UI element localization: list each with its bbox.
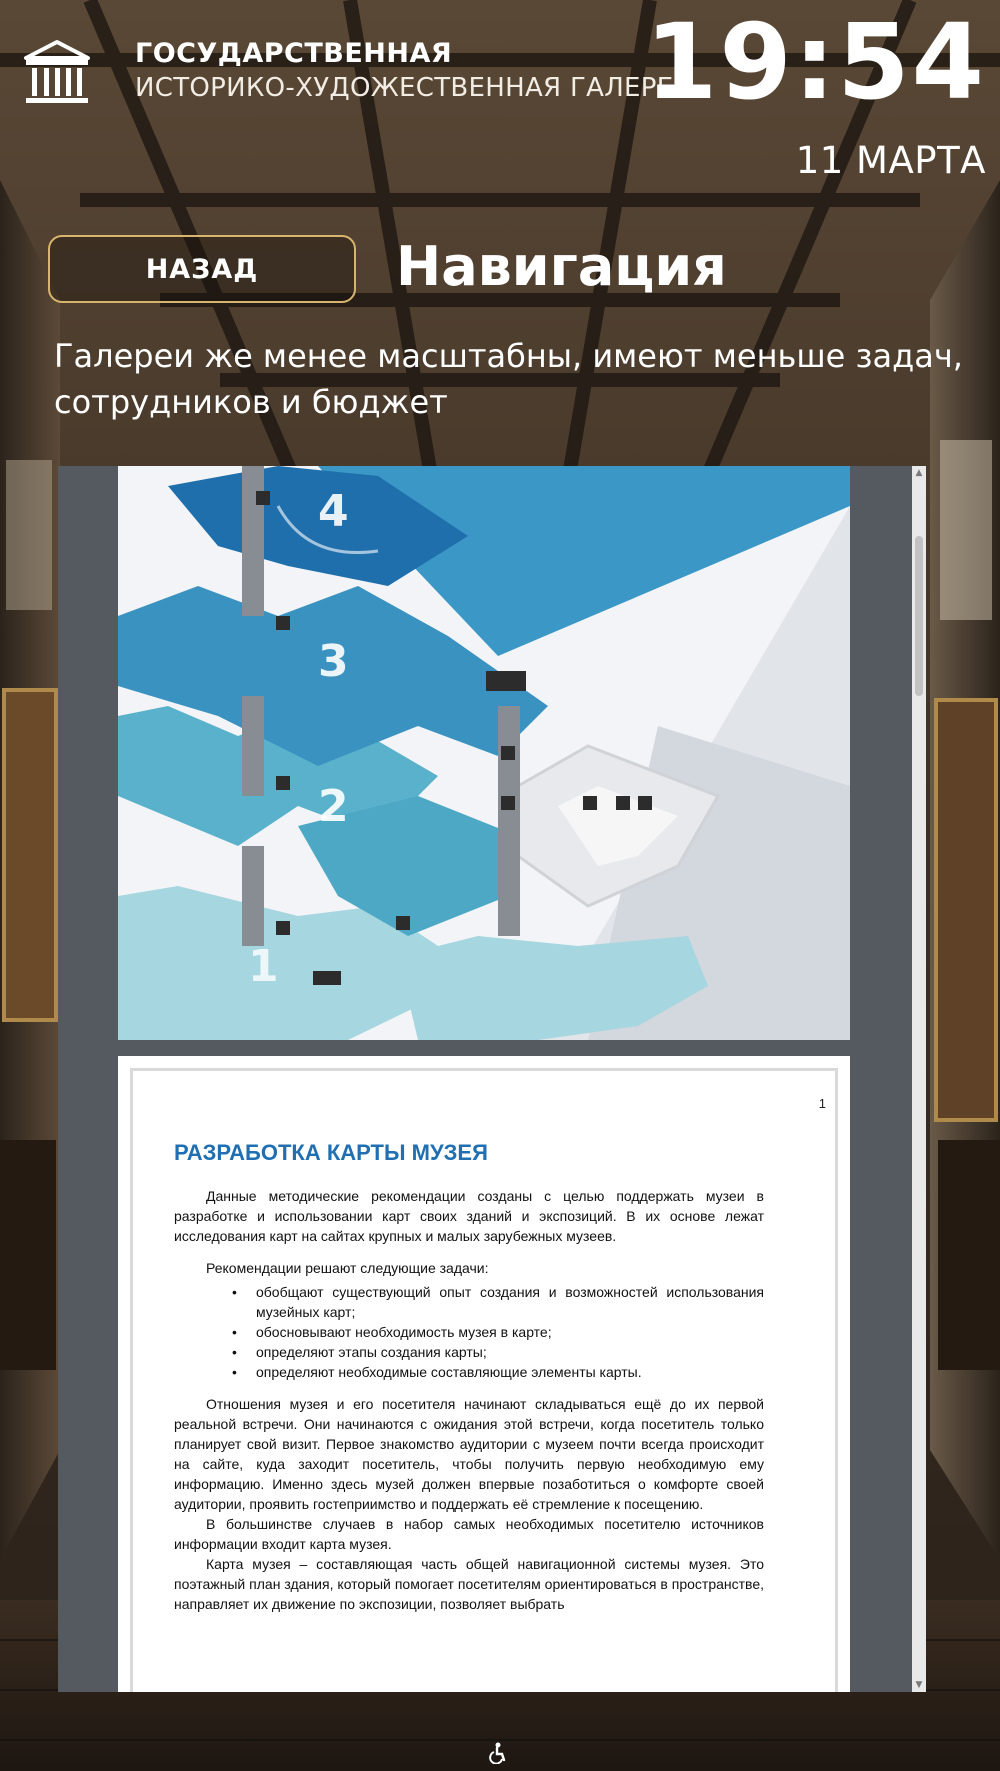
viewer-scrollbar[interactable]: [912, 466, 926, 1692]
document-heading: РАЗРАБОТКА КАРТЫ МУЗЕЯ: [174, 1140, 488, 1165]
document-page-text: [118, 1056, 850, 1692]
svg-text:2: 2: [318, 781, 349, 832]
svg-text:4: 4: [318, 486, 349, 537]
scroll-up-arrow-icon[interactable]: ▲: [915, 468, 923, 478]
wheelchair-icon[interactable]: [488, 1742, 508, 1764]
clock: 19:54: [644, 1, 986, 123]
page-title: Навигация: [396, 235, 727, 298]
list-item: • определяют этапы создания карты;: [256, 1342, 764, 1362]
page-number: 1: [818, 1096, 826, 1111]
tasks-intro: Рекомендации решают следующие задачи:: [206, 1260, 489, 1276]
museum-building-icon: [22, 38, 92, 108]
header: [0, 0, 1000, 200]
svg-text:1: 1: [248, 941, 279, 992]
scroll-down-arrow-icon[interactable]: ▼: [915, 1680, 923, 1690]
date: 11 МАРТА: [795, 139, 986, 182]
tasks-list: [174, 1282, 764, 1382]
page-subtitle: Галереи же менее масштабны, имеют меньше задач, сотрудников и бюджет: [54, 337, 963, 421]
list-item: • обосновывают необходимость музея в карте;: [256, 1322, 764, 1342]
floor-plan-illustration: [118, 466, 850, 1040]
document-body: [174, 1186, 764, 1614]
brand-name-line2: ИСТОРИКО-ХУДОЖЕСТВЕННАЯ ГАЛЕРЕЯ: [135, 73, 692, 103]
svg-text:3: 3: [318, 636, 349, 687]
document-viewer[interactable]: [58, 466, 926, 1692]
back-button[interactable]: НАЗАД: [48, 235, 356, 303]
paragraph: Отношения музея и его посетителя начинают складываться ещё до их первой реальной встречи. Они начинаются с ожидания этой встречи, когда посетитель только планирует свой визит. Первое знакомство аудитории с музеем почти всегда происходит на сайте, куда заходит посетитель, чтобы получить первую необходимую ему информацию. Именно здесь музей должен впервые позаботиться о комфорте своей аудитории, проявить гостеприимство и поддержать её стремление к посещению.: [174, 1396, 764, 1512]
brand-name-line1: ГОСУДАРСТВЕННАЯ: [135, 38, 453, 69]
paragraph: Карта музея – составляющая часть общей навигационной системы музея. Это поэтажный план здания, который помогает посетителям ориентироваться в пространстве, направляет их движение по экспозиции, позволяет выбрать: [174, 1556, 764, 1612]
paragraph: В большинстве случаев в набор самых необходимых посетителю источников информации входит карта музея.: [174, 1516, 764, 1552]
list-item: • определяют необходимые составляющие элементы карты.: [256, 1362, 764, 1382]
scroll-thumb[interactable]: [915, 536, 923, 696]
list-item: • обобщают существующий опыт создания и возможностей использования музейных карт;: [256, 1282, 764, 1322]
document-page-map: [118, 466, 850, 1040]
paragraph: Данные методические рекомендации созданы с целью поддержать музеи в разработке и использовании карт своих зданий и экспозиций. В их основе лежат исследования карт на сайтах крупных и малых зарубежных музеев.: [174, 1188, 764, 1244]
